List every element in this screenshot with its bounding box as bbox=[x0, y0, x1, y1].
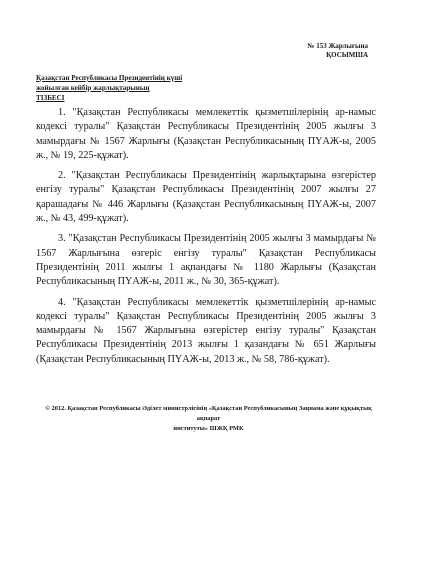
list-header bbox=[36, 73, 236, 103]
list-item-text: 4. "Қазақстан Республикасы мемлекеттік қызметшілерінің ар-намыс кодексі туралы" Қазақстан Республикасы Президентінің 2005 жылғы 3 мамырдағы № 1567 Жарлығына өзгерістер енгізу туралы" Қазақстан Республикасы Президентінің 2013 жылғы 1 қазандағы № 651 Жарлығы (Қазақстан Республикасының ПҮАЖ-ы, 2013 ж., № 58, 786-құжат). bbox=[36, 296, 376, 365]
header-line-1: Қазақстан Республикасы Президентінің күші bbox=[36, 74, 183, 82]
annex-note bbox=[258, 42, 368, 60]
decree-list bbox=[36, 106, 376, 373]
header-title: ТІЗБЕСІ bbox=[36, 94, 65, 102]
footer-line-1: © 2012. Қазақстан Республикасы Әділет министрлігінің «Қазақстан Республикасының Заңнама және құқықтық ақпарат bbox=[45, 405, 372, 422]
list-item-1 bbox=[36, 106, 376, 163]
annex-decree-ref: № 153 Жарлығына bbox=[307, 42, 368, 50]
copyright-footer bbox=[36, 404, 381, 434]
footer-line-2: институты» ШЖҚ РМК bbox=[173, 425, 244, 432]
list-item-text: 3. "Қазақстан Республикасы Президентінің 2005 жылғы 3 мамырдағы № 1567 Жарлығына өзгеріс енгізу туралы" Қазақстан Республикасы Президентінің 2011 жылғы 1 ақпандағы № 1180 Жарлығы (Қазақстан Республикасының ПҮАЖ-ы, 2011 ж., № 30, 365-құжат). bbox=[36, 233, 376, 288]
header-line-2: жойылған кейбір жарлықтарының bbox=[36, 84, 150, 92]
list-item-4 bbox=[36, 296, 376, 367]
annex-label: ҚОСЫМША bbox=[326, 51, 368, 59]
list-item-text: 1. "Қазақстан Республикасы мемлекеттік қызметшілерінің ар-намыс кодексі туралы" Қазақстан Республикасы Президентінің 2005 жылғы 3 мамырдағы № 1567 Жарлығы (Қазақстан Республикасының ПҮАЖ-ы, 2005 ж., № 19, 225-құжат). bbox=[36, 107, 376, 161]
list-item-text: 2. "Қазақстан Республикасы Президентінің жарлықтарына өзгерістер енгізу туралы" Қазақстан Республикасы Президентінің 2007 жылғы 27 қарашадағы № 446 Жарлығы (Қазақстан Республикасының ПҮАЖ-ы, 2007 ж., № 43, 499-құжат). bbox=[36, 170, 376, 225]
list-item-2 bbox=[36, 169, 376, 226]
list-item-3 bbox=[36, 232, 376, 289]
